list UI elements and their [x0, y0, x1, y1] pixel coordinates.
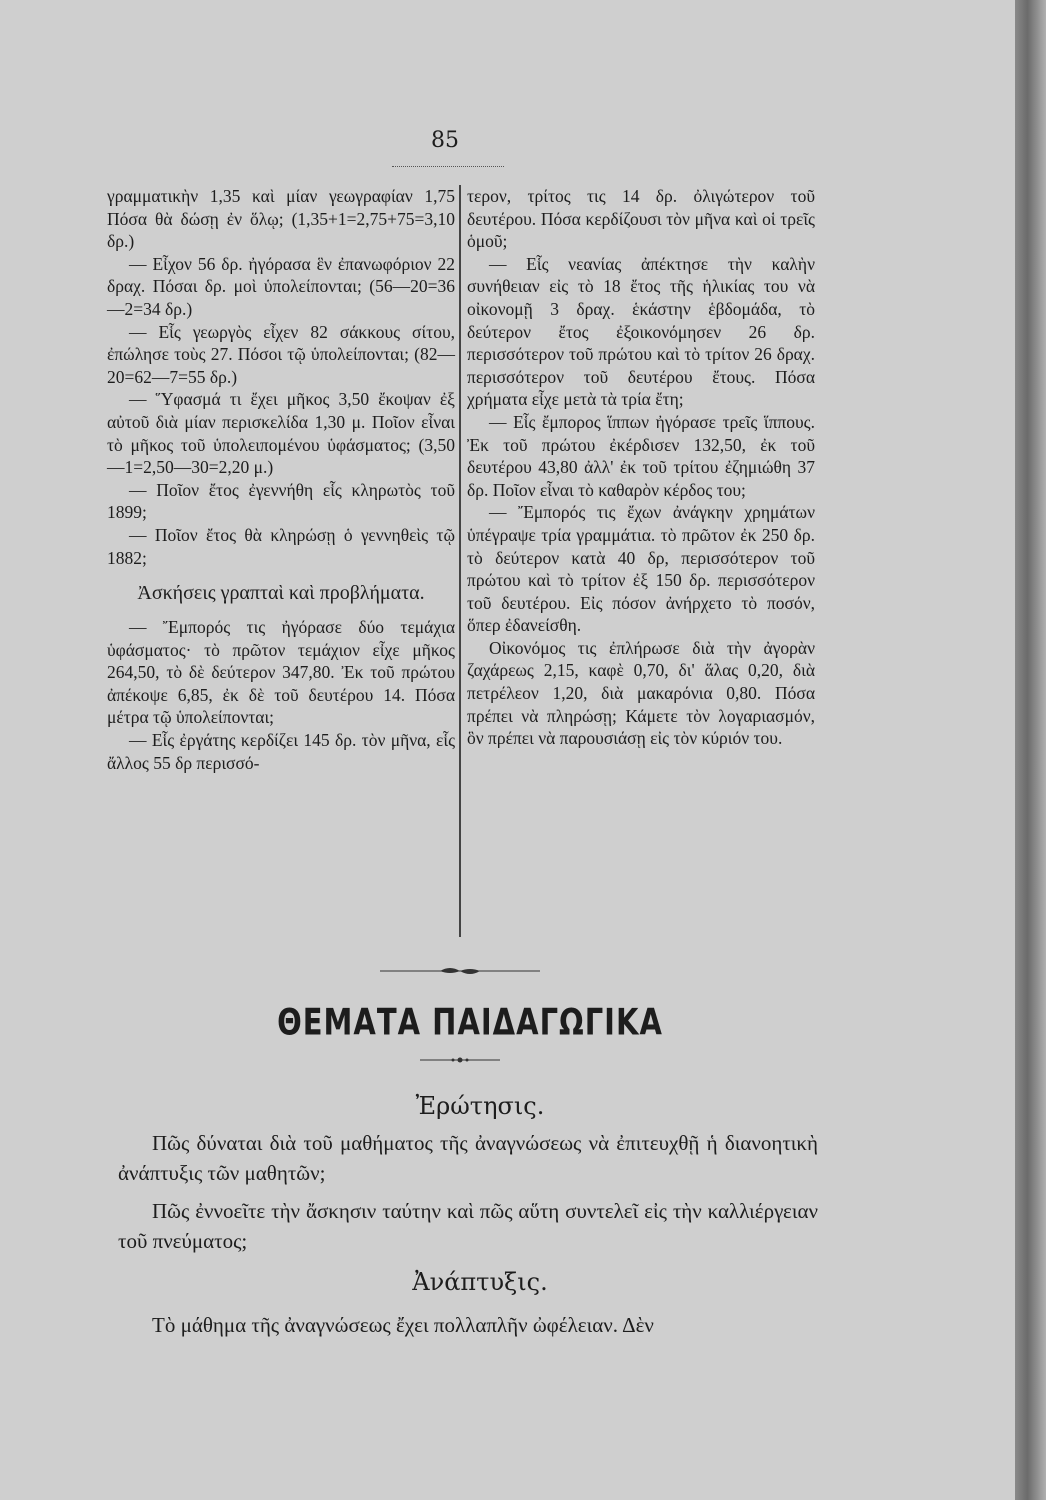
exercise-paragraph: — Ἔμπορός τις ἠγόρασε δύο τεμάχια ὑφάσματος· τὸ πρῶτον τεμάχιον εἶχε μῆκος 264,50, τὸ δὲ δεύτερον 347,80. Ἐκ τοῦ πρώτου ἀπέκοψε 6,85, ἐκ δὲ τοῦ δευτέρου 14. Πόσα μέτρα τῷ ὑπολείπονται; [107, 617, 455, 728]
exercise-paragraph: — Ποῖον ἔτος ἐγεννήθη εἷς κληρωτὸς τοῦ 1899; [107, 479, 455, 523]
title-ornament [420, 1055, 500, 1065]
right-column [467, 185, 815, 750]
section-title: ΘΕΜΑΤΑ ΠΑΙΔΑΓΩΓΙΚΑ [277, 1000, 663, 1044]
exercise-paragraph: — Ἔμπορός τις ἔχων ἀνάγκην χρημάτων ὑπέγραψε τρία γραμμάτια. τὸ πρῶτον ἐκ 250 δρ. τὸ δεύτερον κατὰ 40 δρ, περισσότερον τοῦ πρώτου καὶ τὸ τρίτον ἐξ 150 δρ. περισσότερον τοῦ δευτέρου. Εἰς πόσον ἀνήρχετο τὸ ποσόν, ὅπερ ἐδανείσθη. [467, 502, 815, 636]
book-page-edge [1015, 0, 1046, 1500]
question-paragraph: Πῶς ἐννοεῖτε τὴν ἄσκησιν ταύτην καὶ πῶς αὕτη συντελεῖ εἰς τὴν καλλιέργειαν τοῦ πνεύματος; [118, 1199, 818, 1253]
page-number-rule [392, 166, 504, 167]
exercise-paragraph: — Εἷς ἔμπορος ἵππων ἠγόρασε τρεῖς ἵππους. Ἐκ τοῦ πρώτου ἐκέρδισεν 132,50, ἐκ τοῦ δευτέρου 43,80 ἀλλ' ἐκ τοῦ τρίτου ἐζημιώθη 37 δρ. Ποῖον εἶναι τὸ καθαρὸν κέρδος του; [467, 411, 815, 500]
exercise-paragraph: — Εἶχον 56 δρ. ἠγόρασα ἓν ἐπανωφόριον 22 δραχ. Πόσαι δρ. μοὶ ὑπολείπονται; (56—20=36—2=34 δρ.) [107, 253, 455, 319]
exercise-paragraph: γραμματικὴν 1,35 καὶ μίαν γεωγραφίαν 1,75 Πόσα θὰ δώσῃ ἐν ὅλῳ; (1,35+1=2,75+75=3,10 δρ.) [107, 186, 455, 252]
question-paragraph: Πῶς δύναται διὰ τοῦ μαθήματος τῆς ἀναγνώσεως νὰ ἐπιτευχθῇ ἡ διανοητικὴ ἀνάπτυξις τῶν μαθητῶν; [118, 1131, 818, 1185]
development-heading: Ἀνάπτυξις. [412, 1268, 548, 1296]
exercise-paragraph: τερον, τρίτος τις 14 δρ. ὀλιγώτερον τοῦ δευτέρου. Πόσα κερδίζουσι τὸν μῆνα καὶ οἱ τρεῖς ὁμοῦ; [467, 186, 815, 252]
exercise-paragraph: — Ποῖον ἔτος θὰ κληρώσῃ ὁ γεννηθεὶς τῷ 1882; [107, 524, 455, 568]
exercise-paragraph: — Εἷς γεωργὸς εἶχεν 82 σάκκους σίτου, ἐπώλησε τοὺς 27. Πόσοι τῷ ὑπολείπονται; (82—20=62—7=55 δρ.) [107, 321, 455, 387]
exercise-paragraph: Οἰκονόμος τις ἐπλήρωσε διὰ τὴν ἀγορὰν ζαχάρεως 2,15, καφὲ 0,70, δι' ἅλας 0,20, διὰ πετρέλεον 1,20, διὰ μακαρόνια 0,80. Πόσα πρέπει νὰ πληρώσῃ; Κάμετε τὸν λογαριασμόν, ὃν πρέπει νὰ παρουσιάσῃ εἰς τὸν κύριόν του. [467, 637, 815, 749]
question-heading: Ἐρώτησις. [415, 1092, 545, 1120]
left-column [107, 185, 455, 774]
page-number: 85 [431, 128, 459, 153]
exercise-paragraph: — Εἷς ἐργάτης κερδίζει 145 δρ. τὸν μῆνα, εἷς ἄλλος 55 δρ περισσό- [107, 730, 455, 773]
exercise-paragraph: — Ὕφασμά τι ἔχει μῆκος 3,50 ἔκοψαν ἐξ αὐτοῦ διὰ μίαν περισκελίδα 1,30 μ. Ποῖον εἶναι τὸ μῆκος τοῦ ὑπολειπομένου ὑφάσματος; (3,50—1=2,50—30=2,20 μ.) [107, 389, 455, 478]
column-divider [459, 185, 461, 937]
exercises-heading: Ἀσκήσεις γραπταὶ καὶ προβλήματα. [137, 582, 425, 605]
exercise-paragraph: — Εἷς νεανίας ἀπέκτησε τὴν καλὴν συνήθειαν εἰς τὸ 18 ἔτος τῆς ἡλικίας του νὰ οἰκονομῇ 3 δραχ. ἑκάστην ἑβδομάδα, τὸ δεύτερον ἔτος ἐξοικονόμησεν 26 δρ. περισσότερον τοῦ πρώτου καὶ τὸ τρίτον 26 δραχ. περισσότερον τοῦ δευτέρου ἔτους. Πόσα χρήματα εἶχε μετὰ τὰ τρία ἔτη; [467, 253, 815, 410]
development-paragraph: Τὸ μάθημα τῆς ἀναγνώσεως ἔχει πολλαπλῆν ὠφέλειαν. Δὲν [152, 1313, 654, 1337]
section-ornament [380, 963, 540, 979]
